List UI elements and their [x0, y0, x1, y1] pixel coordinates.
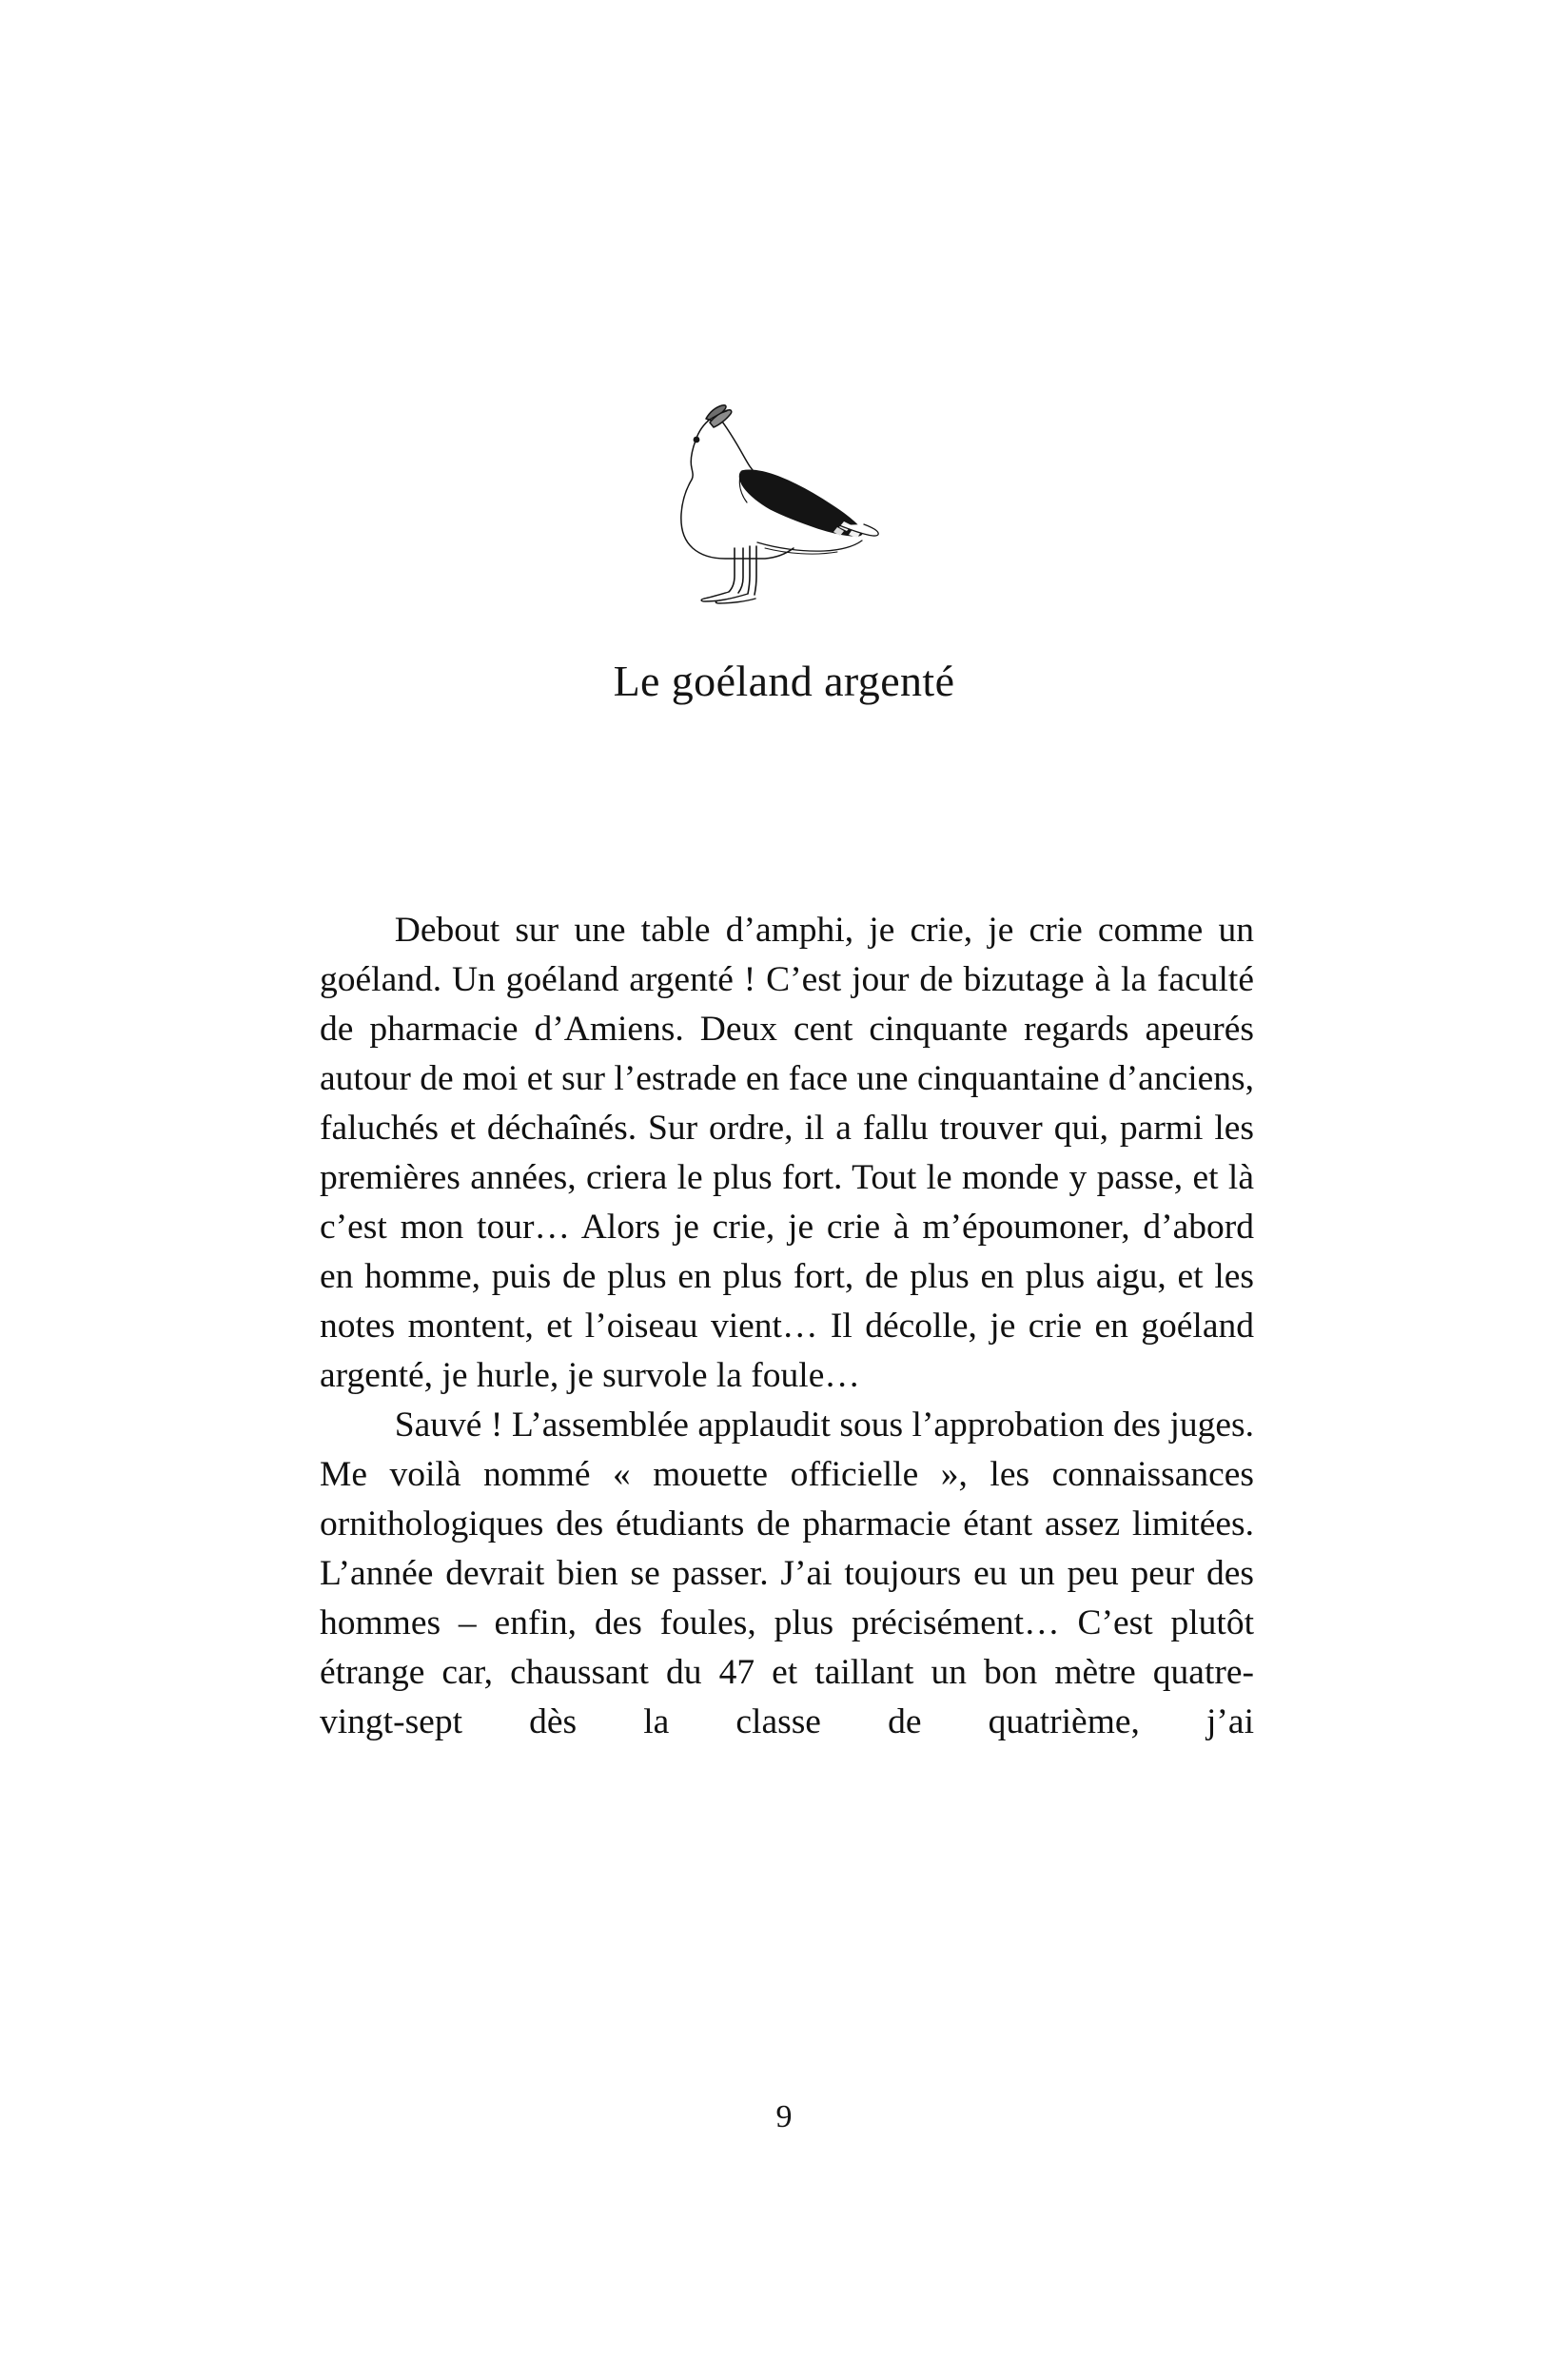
- herring-gull-icon: [651, 381, 917, 609]
- page-number: 9: [775, 2099, 793, 2134]
- body-paragraph-1: Debout sur une table d’amphi, je crie, je crie comme un goéland. Un goéland argenté ! C’est jour de bizutage à la faculté de pharmacie d’Amiens. Deux cent cinquante regards apeurés autour de moi et sur l’estrade en face une cinquantaine d’anciens, faluchés et déchaînés. Sur ordre, il a fallu trouver qui, parmi les premières années, criera le plus fort. Tout le monde y passe, et là c’est mon tour… Alors je crie, je crie à m’époumoner, d’abord en homme, puis de plus en plus fort, de plus en plus aigu, et les notes montent, et l’oiseau vient… Il décolle, je crie en goéland argenté, je hurle, je survole la foule…: [320, 911, 1254, 1395]
- chapter-body: [320, 906, 1254, 1747]
- chapter-illustration: [0, 381, 1568, 609]
- body-paragraph-2: Sauvé ! L’assemblée applaudit sous l’approbation des juges. Me voilà nommé « mouette officielle », les connaissances ornithologiques des étudiants de pharmacie étant assez limitées. L’année devrait bien se passer. J’ai toujours eu un peu peur des hommes – enfin, des foules, plus précisément… C’est plutôt étrange car, chaussant du 47 et taillant un bon mètre quatre-vingt-sept dès la classe de quatrième, j’ai: [320, 1406, 1254, 1741]
- chapter-title: Le goéland argenté: [613, 657, 955, 705]
